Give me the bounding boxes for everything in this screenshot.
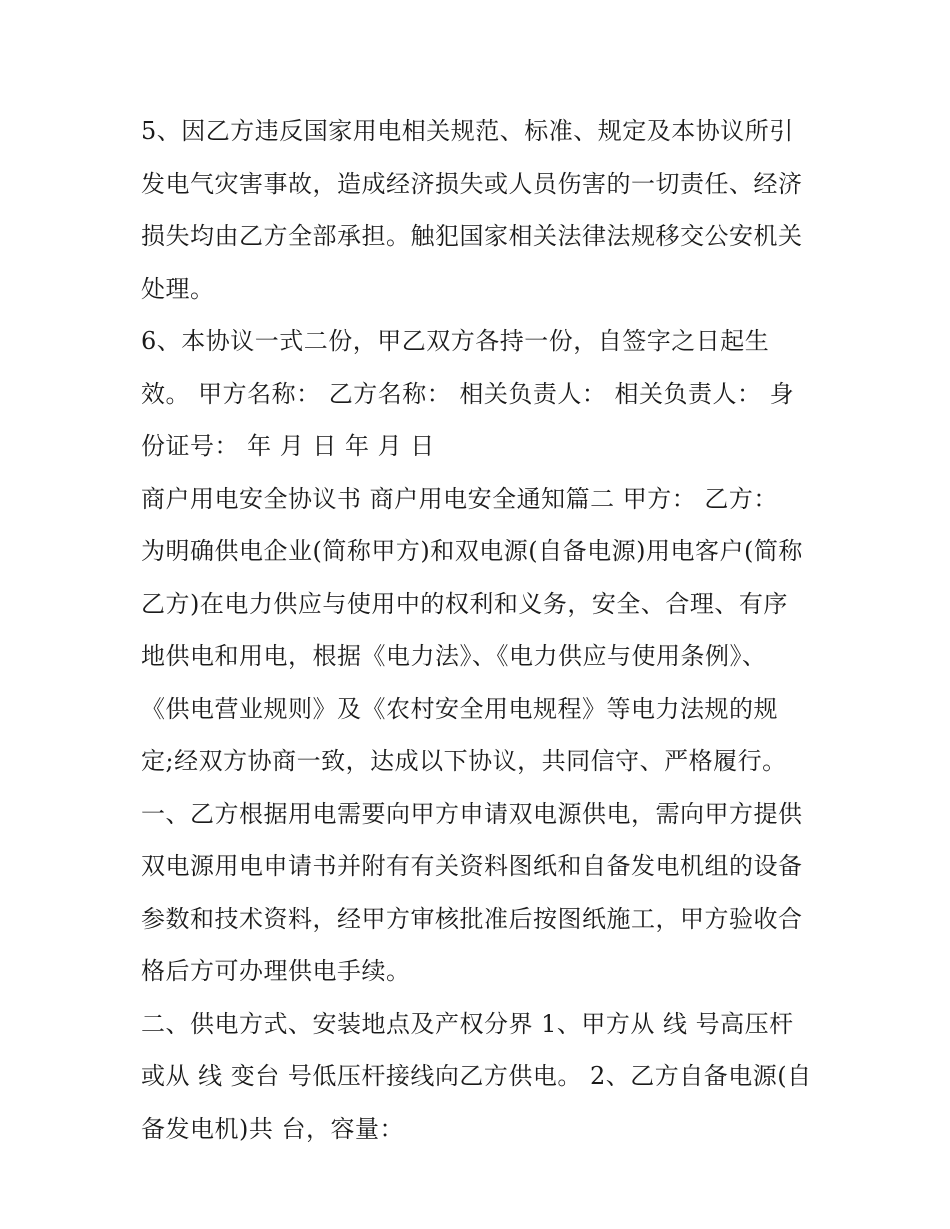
text-line: 参数和技术资料，经甲方审核批准后按图纸施工，甲方验收合 (141, 904, 803, 933)
text-line: 发电气灾害事故，造成经济损失或人员伤害的一切责任、经济 (141, 169, 803, 198)
text-line: 备发电机)共 台，容量： (141, 1114, 404, 1143)
text-line: 地供电和用电，根据《电力法》、《电力供应与使用条例》、 (141, 642, 767, 670)
text-line: 一、乙方根据用电需要向甲方申请双电源供电，需向甲方提供 (141, 799, 803, 828)
text-line: 或从 线 变台 号低压杆接线向乙方供电。 2、乙方自备电源(自 (141, 1062, 812, 1090)
text-line: 损失均由乙方全部承担。触犯国家相关法律法规移交公安机关 (141, 222, 803, 250)
text-line: 乙方)在电力供应与使用中的权利和义务，安全、合理、有序 (141, 589, 788, 618)
text-line: 为明确供电企业(简称甲方)和双电源(自备电源)用电客户(简称 (141, 537, 803, 565)
text-line: 二、供电方式、安装地点及产权分界 1、甲方从 线 号高压杆 (141, 1009, 794, 1038)
document-body (141, 105, 821, 1155)
text-line: 商户用电安全协议书 商户用电安全通知篇二 甲方： 乙方： (141, 484, 778, 513)
text-line: 双电源用电申请书并附有有关资料图纸和自备发电机组的设备 (141, 852, 803, 880)
text-line: 格后方可办理供电手续。 (141, 957, 411, 985)
text-line: 6、本协议一式二份，甲乙双方各持一份，自签字之日起生 (141, 327, 770, 355)
text-line: 份证号： 年 月 日 年 月 日 (141, 432, 435, 460)
text-line: 5、因乙方违反国家用电相关规范、标准、规定及本协议所引 (141, 117, 794, 145)
text-line: 处理。 (141, 274, 215, 303)
text-line: 效。 甲方名称： 乙方名称： 相关负责人： 相关负责人： 身 (141, 379, 795, 408)
text-line: 定;经双方协商一致，达成以下协议，共同信守、严格履行。 (141, 747, 787, 775)
text-line: 《供电营业规则》及《农村安全用电规程》等电力法规的规 (141, 694, 778, 723)
